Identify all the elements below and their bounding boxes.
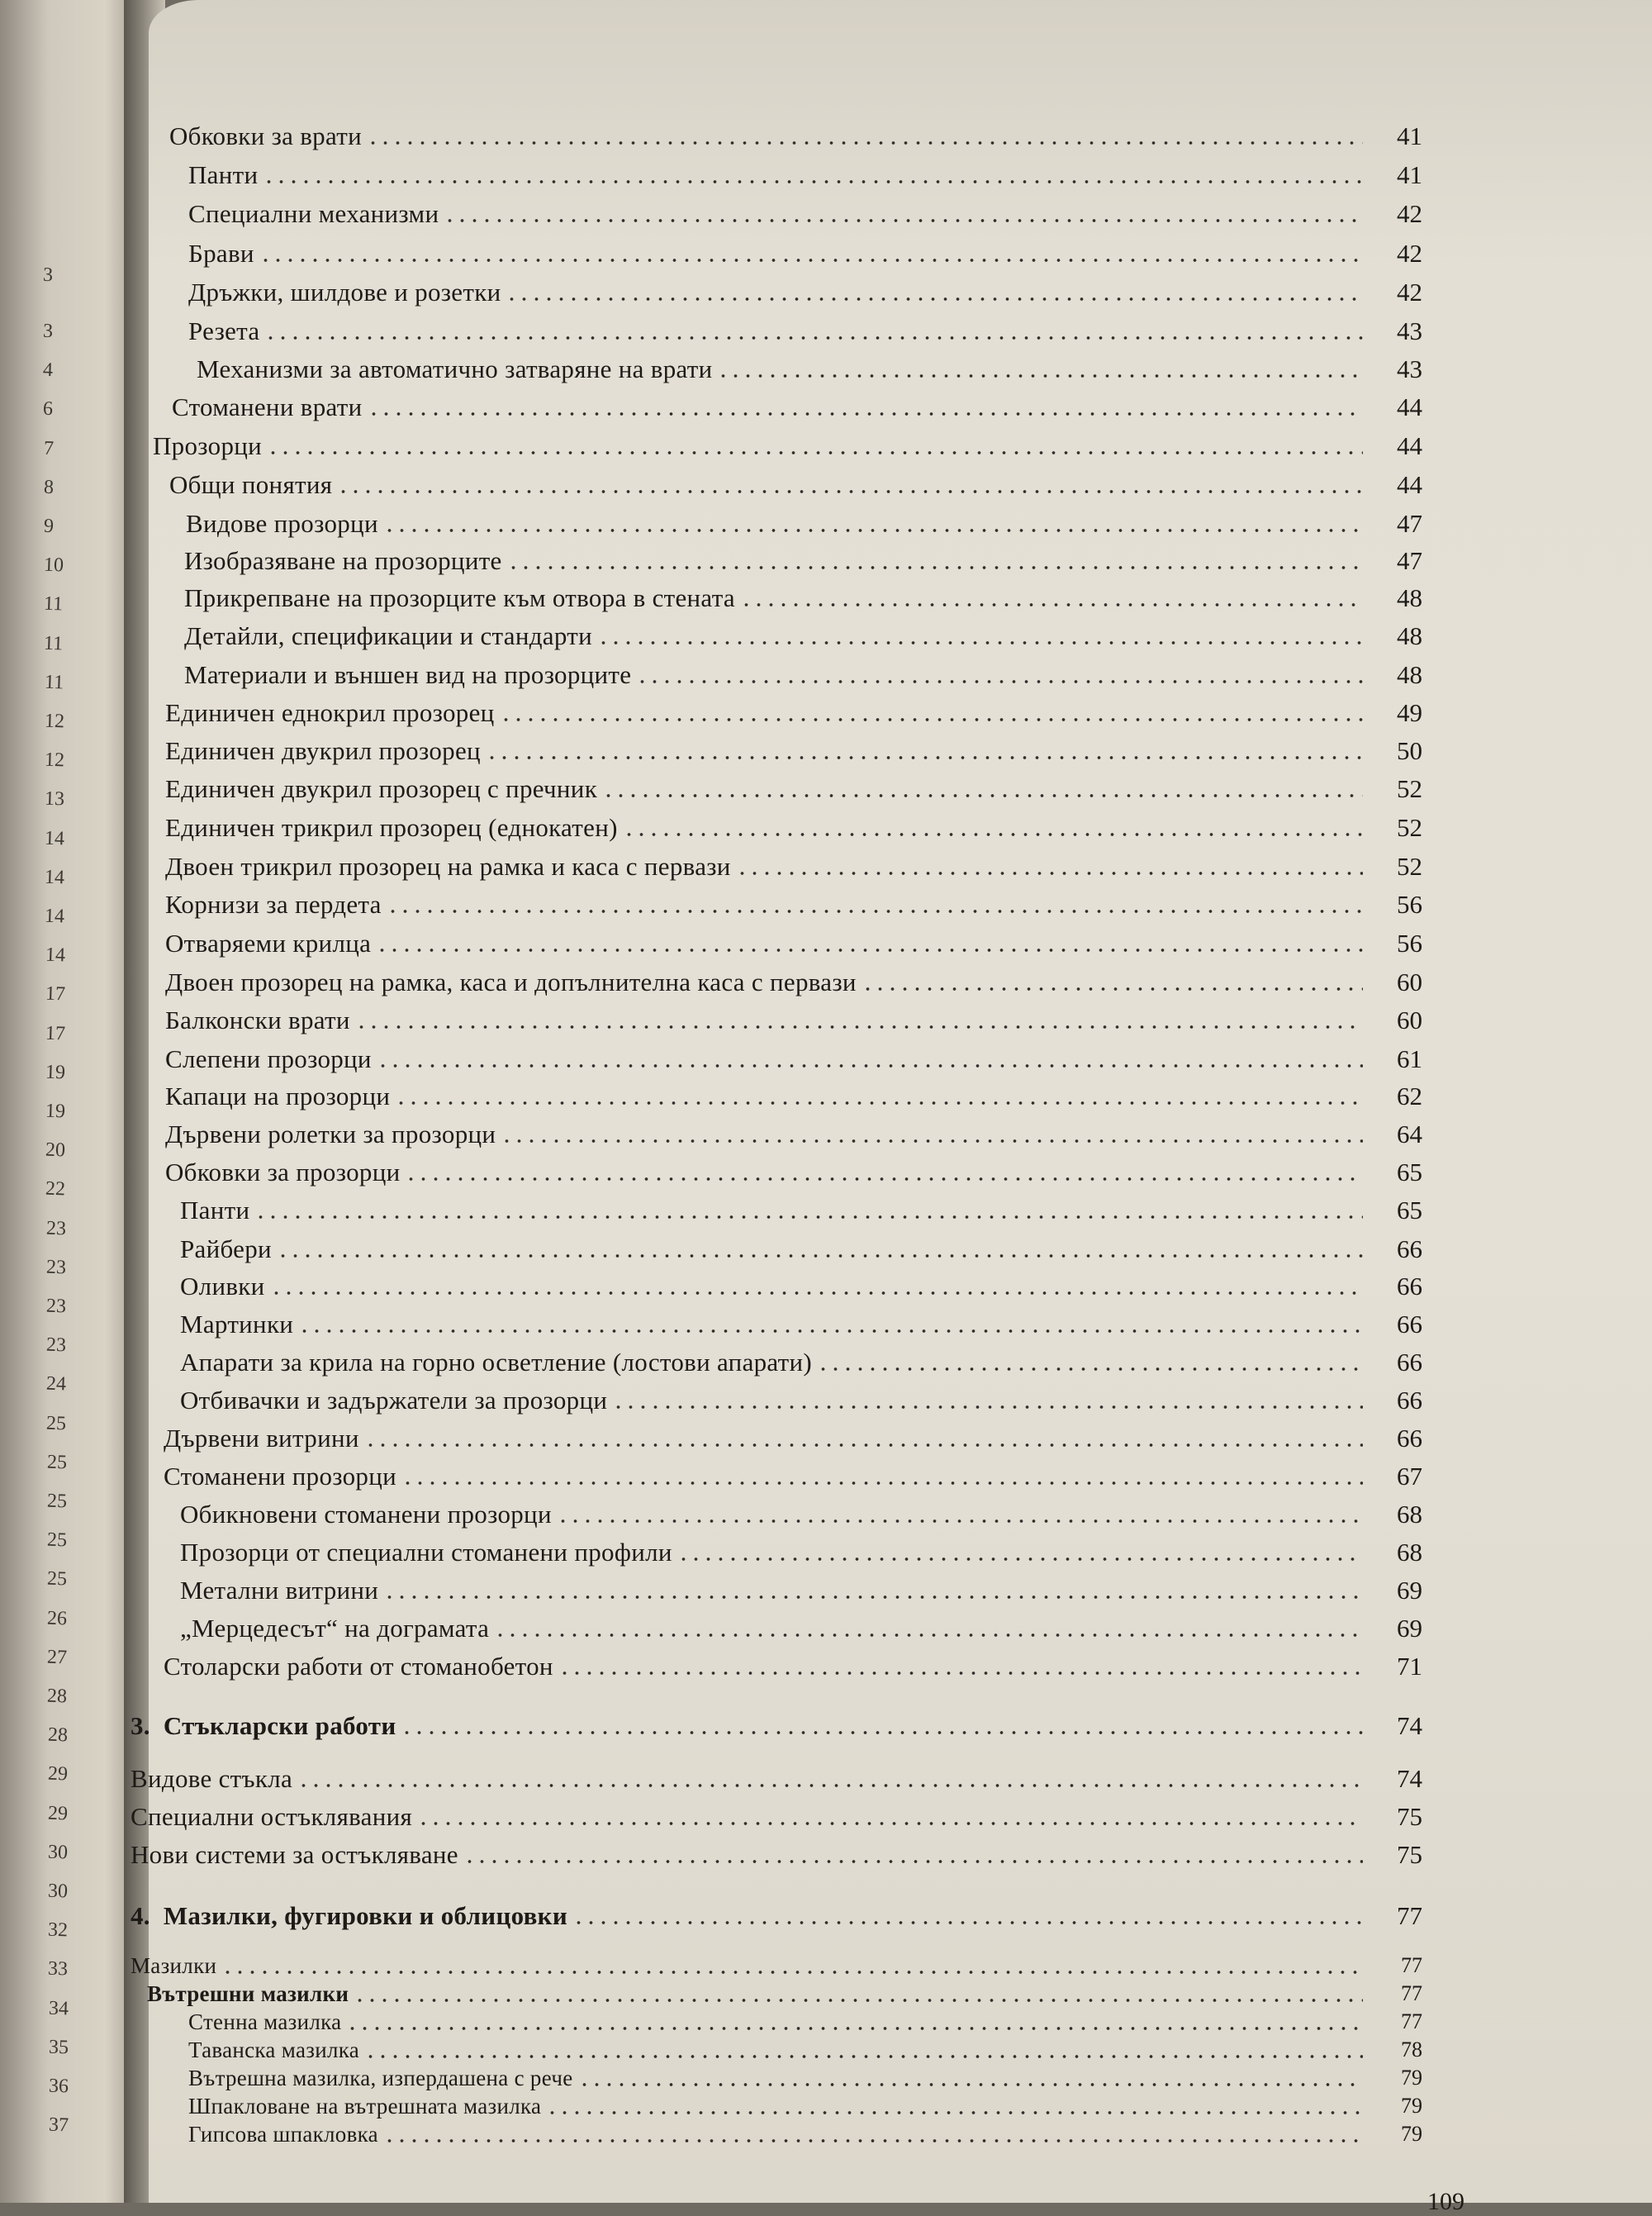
toc-entry-page-number: 74 [1397,1764,1422,1793]
left-page-number: 17 [45,982,66,1006]
toc-entry [164,1416,1422,1453]
toc-entry [165,1150,1422,1186]
toc-entry-text: Детайли, спецификации и стандарти [184,621,592,650]
left-page-number: 23 [45,1295,67,1318]
toc-entry-page-number: 74 [1397,1711,1422,1740]
toc-entry-page-number: 60 [1397,1006,1422,1034]
toc-entry-title [188,2120,378,2148]
toc-entry-page-number: 49 [1397,698,1422,727]
toc-entry-title [165,930,371,958]
toc-entry-title [180,1386,607,1415]
left-page-number: 22 [45,1177,66,1201]
toc-entry-page-number: 69 [1397,1614,1422,1643]
chapter-number: 3. [131,1711,150,1740]
toc-entry-title [165,1120,496,1148]
dot-leader [395,1101,1363,1105]
toc-entry-title [131,1712,396,1740]
left-page-number: 23 [45,1334,67,1357]
toc-entry-page-number: 61 [1397,1044,1422,1073]
dot-leader [558,1672,1363,1675]
toc-entry-text: Капаци на прозорци [165,1082,391,1110]
toc-entry-title [165,853,731,881]
toc-entry [180,1530,1422,1567]
dot-leader [623,833,1363,836]
left-page-number: 24 [45,1372,67,1396]
toc-entry [165,767,1422,803]
dot-leader [740,603,1363,606]
dot-leader [717,374,1363,378]
toc-entry [180,1568,1422,1605]
dot-leader [383,2139,1363,2142]
toc-entry-title [180,1196,249,1225]
toc-entry [180,1227,1422,1263]
toc-entry-text: Единичен двукрил прозорец [165,736,481,765]
dot-leader [612,1405,1363,1409]
toc-entry-text: Нови системи за остъкляване [131,1840,458,1869]
toc-entry-page-number: 79 [1401,2066,1422,2090]
dot-leader [297,1784,1363,1787]
toc-entry-text: Обковки за врати [169,121,362,150]
dot-leader [364,1443,1363,1447]
toc-entry-title [153,432,262,460]
left-page-number: 11 [43,592,64,616]
left-page-number: 25 [46,1490,68,1513]
left-page-number: 25 [45,1412,67,1435]
left-page-number: 20 [45,1139,66,1162]
toc-entry-page-number: 68 [1397,1500,1422,1529]
toc-entry [165,998,1422,1034]
toc-entry-page-number: 42 [1397,278,1422,307]
toc-entry-title [180,1348,812,1377]
toc-entry-title [180,1614,489,1643]
toc-entry-text: Двоен прозорец на рамка, каса и допълнителна каса с первази [165,968,857,996]
left-page-number: 29 [47,1762,69,1786]
toc-entry-text: Столарски работи от стоманобетон [164,1652,553,1681]
dot-leader [277,1254,1363,1258]
toc-entry-title [131,1765,292,1793]
toc-entry-text: Специални механизми [188,199,439,228]
dot-leader [263,180,1363,183]
toc-entry [180,1340,1422,1377]
toc-entry-text: Дървени ролетки за прозорци [165,1120,496,1148]
toc-entry [197,347,1422,383]
toc-entry [165,729,1422,765]
toc-entry-text: Дръжки, шилдове и розетки [188,278,501,307]
toc-entry-page-number: 47 [1397,509,1422,538]
dot-leader [298,1329,1363,1333]
toc-entry-page-number: 71 [1397,1652,1422,1681]
toc-entry-page-number: 65 [1397,1196,1422,1225]
toc-entry-title [169,471,332,499]
toc-entry-text: Специални остъклявания [131,1802,413,1831]
toc-entry-page-number: 79 [1401,2094,1422,2118]
toc-entry-text: Брави [188,239,254,268]
toc-entry [180,1302,1422,1339]
toc-entry-page-number: 64 [1397,1120,1422,1148]
toc-entry-text: Корнизи за пердета [165,890,382,919]
toc-entry-page-number: 69 [1397,1576,1422,1605]
left-page-number: 26 [46,1607,68,1630]
toc-entry-title [180,1272,265,1301]
left-page-number: 35 [48,2036,69,2059]
left-page-number: 14 [44,866,65,889]
toc-entry-page-number: 44 [1397,431,1422,460]
toc-entry-page-number: 66 [1397,1424,1422,1453]
toc-entry-text: „Мерцедесът“ на дограмата [180,1614,490,1643]
left-page-number: 8 [43,476,55,499]
left-page-number: 13 [44,787,65,811]
toc-entry [188,270,1422,307]
toc-entry-text: Прикрепване на прозорците към отвора в стената [184,583,735,612]
toc-entry-page-number: 66 [1397,1310,1422,1339]
toc-entry-page-number: 66 [1397,1386,1422,1415]
toc-entry-text: Материали и външен вид на прозорците [184,660,632,689]
toc-entry-title [165,891,382,919]
toc-entry-page-number: 66 [1397,1234,1422,1263]
toc-entry-page-number: 65 [1397,1158,1422,1186]
dot-leader [267,451,1363,454]
dot-leader [501,1139,1363,1143]
toc-entry-title [188,161,258,189]
toc-entry-title [172,393,363,421]
toc-entry-text: Панти [180,1196,250,1225]
toc-entry-page-number: 52 [1397,774,1422,803]
left-page-number: 10 [43,554,64,577]
dot-leader [254,1215,1363,1219]
toc-entry-text: Стоманени прозорци [164,1462,396,1491]
dot-leader [506,297,1363,301]
toc-entry-text: Двоен трикрил прозорец на рамка и каса с первази [165,852,731,881]
left-page-number: 9 [43,515,55,538]
toc-entry-title [165,1045,372,1073]
toc-entry-text: Панти [188,160,259,189]
toc-entry-page-number: 79 [1401,2122,1422,2146]
toc-entry [180,1492,1422,1529]
toc-entry-text: Дървени витрини [164,1424,359,1453]
toc-entry-text: Обковки за прозорци [165,1158,401,1186]
left-page-number: 25 [46,1451,68,1474]
toc-entry-page-number: 77 [1397,1901,1422,1930]
toc-entry-page-number: 44 [1397,392,1422,421]
toc-entry-page-number: 75 [1397,1840,1422,1869]
toc-entry-page-number: 48 [1397,583,1422,612]
toc-entry-page-number: 68 [1397,1538,1422,1567]
toc-entry-text: Общи понятия [169,470,333,499]
toc-entry-page-number: 48 [1397,660,1422,689]
left-page-number: 11 [44,671,64,694]
dot-leader [417,1822,1363,1825]
toc-entry [186,502,1422,538]
left-page-number: 29 [47,1802,69,1825]
left-page-number: 30 [47,1880,69,1903]
toc-entry [165,844,1422,881]
toc-entry-text: Балконски врати [165,1006,350,1034]
toc-entry [165,1112,1422,1148]
toc-entry-page-number: 56 [1397,890,1422,919]
toc-entry-page-number: 48 [1397,621,1422,650]
toc-entry-title [164,1652,553,1681]
left-page-number: 27 [46,1646,68,1669]
toc-entry-text: Механизми за автоматично затваряне на врати [197,354,713,383]
toc-entry-page-number: 42 [1397,239,1422,268]
toc-entry-text: Слепени прозорци [165,1044,372,1073]
left-page-number: 19 [45,1061,66,1084]
toc-entry-title [165,1158,400,1186]
toc-entry-text: Метални витрини [180,1576,379,1605]
toc-entry-title [186,510,378,538]
toc-entry-title [188,200,439,228]
toc-entry-title [164,1424,359,1453]
toc-entry [188,309,1422,345]
toc-entry-text: Стъкларски работи [163,1711,396,1740]
left-page-number: 6 [42,397,54,421]
toc-entry-text: Гипсова шпакловка [188,2122,378,2147]
left-page-number: 3 [42,320,54,343]
left-page-number: 34 [48,1997,69,2020]
chapter-number: 4. [131,1901,150,1930]
toc-entry-text: Видове прозорци [186,509,378,538]
toc-entry [164,1454,1422,1491]
toc-entry-text: Единичен еднокрил прозорец [165,698,495,727]
toc-entry-page-number: 77 [1401,1981,1422,2005]
dot-leader [270,1291,1363,1295]
toc-entry-text: Таванска мазилка [188,2038,360,2062]
toc-entry-title [164,1462,396,1491]
left-page-number: 19 [45,1100,66,1123]
toc-entry-page-number: 67 [1397,1462,1422,1491]
dot-leader [817,1367,1363,1371]
dot-leader [376,949,1363,952]
toc-entry [184,576,1422,612]
toc-entry-page-number: 42 [1397,199,1422,228]
toc-entry-page-number: 56 [1397,929,1422,958]
toc-entry [188,231,1422,268]
left-page-number: 36 [48,2075,69,2098]
dot-leader [383,529,1363,532]
left-page-number: 7 [43,437,55,460]
toc-entry-page-number: 44 [1397,470,1422,499]
left-page-number: 37 [48,2114,69,2137]
dot-leader [597,641,1363,644]
left-page-number: 23 [45,1256,67,1279]
left-page-number: 25 [46,1529,68,1552]
left-page-number: 11 [43,632,64,655]
toc-entry-title [131,1841,458,1869]
toc-entry-text: Единичен трикрил прозорец (еднокатен) [165,813,618,842]
toc-entry-text: Видове стъкла [131,1764,293,1793]
dot-leader [387,910,1363,913]
toc-entry-text: Стенна мазилка [188,2009,342,2034]
left-page-number: 33 [47,1957,69,1981]
toc-entry-title [131,1803,412,1831]
dot-leader [572,1921,1363,1924]
dot-leader [377,1064,1363,1068]
toc-entry-title [184,547,502,575]
toc-entry [172,385,1422,421]
toc-entry-title [184,584,735,612]
toc-entry-text: Оливки [180,1272,265,1301]
toc-entry-text: Отбивачки и задържатели за прозорци [180,1386,608,1415]
dot-leader [677,1557,1363,1561]
toc-entry [184,614,1422,650]
toc-entry-title [180,1235,272,1263]
toc-entry-page-number: 77 [1401,2009,1422,2033]
toc-entry [165,806,1422,842]
toc-entry-title [169,122,362,150]
left-page-number: 32 [47,1919,69,1942]
toc-entry-title [184,622,592,650]
left-page-number: 12 [44,710,65,733]
dot-leader [444,219,1363,222]
page-folio: 109 [1427,2188,1464,2215]
toc-entry [184,539,1422,575]
toc-entry [184,653,1422,689]
toc-entry [188,2112,1422,2148]
toc-entry-title [131,1902,567,1930]
toc-entry-title [165,968,857,996]
toc-entry [169,463,1422,499]
dot-leader [355,1025,1363,1029]
toc-entry-title [165,814,618,842]
dot-leader [602,794,1363,797]
dot-leader [383,1595,1363,1599]
toc-entry-text: Резета [188,316,260,345]
toc-entry [131,1833,1422,1869]
toc-entry-title [184,661,631,689]
toc-entry [180,1606,1422,1643]
toc-entry-text: Вътрешна мазилка, изпердашена с рече [188,2066,573,2090]
toc-entry-page-number: 66 [1397,1272,1422,1301]
left-page-number: 14 [44,827,65,850]
dot-leader [368,412,1364,416]
toc-entry [188,192,1422,228]
dot-leader [500,718,1363,721]
toc-entry-page-number: 41 [1397,160,1422,189]
toc-entry [131,1757,1422,1793]
toc-entry-page-number: 52 [1397,813,1422,842]
toc-entry [180,1188,1422,1225]
toc-entry [165,1074,1422,1110]
dot-leader [736,872,1363,875]
toc-entry-text: Вътрешни мазилки [147,1981,349,2006]
left-page-number: 30 [47,1841,69,1864]
toc-entry [165,960,1422,996]
dot-leader [486,756,1363,759]
toc-entry [180,1264,1422,1301]
toc-entry-text: Мазилки [131,1953,217,1978]
toc-entry-page-number: 43 [1397,354,1422,383]
toc-entry-text: Обикновени стоманени прозорци [180,1500,552,1529]
toc-entry [164,1644,1422,1681]
dot-leader [337,490,1363,493]
left-page-number: 28 [47,1724,69,1747]
dot-leader [463,1860,1363,1863]
toc-entry-text: Прозорци [153,431,263,460]
toc-entry [165,921,1422,958]
dot-leader [636,680,1363,683]
dot-leader [367,141,1363,145]
toc-entry-title [165,1006,350,1034]
dot-leader [862,987,1363,991]
toc-entry-title [180,1576,378,1605]
toc-entry-text: Мазилки, фугировки и облицовки [163,1901,567,1930]
toc-entry [131,1894,1422,1930]
toc-entry-text: Изобразяване на прозорците [184,546,502,575]
toc-entry-title [165,699,495,727]
left-page-number: 25 [46,1567,68,1591]
toc-entry-page-number: 77 [1401,1953,1422,1977]
toc-entry [165,1037,1422,1073]
dot-leader [259,259,1363,262]
toc-entry-page-number: 47 [1397,546,1422,575]
toc-entry [153,424,1422,460]
toc-entry [131,1795,1422,1831]
toc-entry-text: Шпакловане на вътрешната мазилка [188,2094,542,2119]
toc-entry-text: Единичен двукрил прозорец с пречник [165,774,598,803]
toc-entry-title [165,737,481,765]
toc-entry [188,153,1422,189]
toc-entry-title [188,240,254,268]
toc-entry-title [180,1538,672,1567]
toc-entry-page-number: 50 [1397,736,1422,765]
dot-leader [507,566,1363,569]
left-page-number: 4 [42,359,54,382]
left-page-number: 14 [44,905,65,928]
toc-entry-page-number: 75 [1397,1802,1422,1831]
toc-entry-text: Райбери [180,1234,272,1263]
toc-entry-title [188,317,259,345]
toc-entry-title [180,1310,293,1339]
toc-entry [131,1704,1422,1740]
toc-entry-page-number: 52 [1397,852,1422,881]
left-page-number: 3 [42,264,54,287]
left-page-number: 14 [45,944,66,967]
toc-entry-text: Мартинки [180,1310,294,1339]
toc-entry-text: Отваряеми крилца [165,929,372,958]
toc-entry-page-number: 66 [1397,1348,1422,1377]
dot-leader [557,1519,1363,1523]
toc-entry [165,882,1422,919]
toc-entry-page-number: 78 [1401,2038,1422,2061]
toc-entry-page-number: 62 [1397,1082,1422,1110]
toc-entry-page-number: 60 [1397,968,1422,996]
toc-entry-text: Стоманени врати [172,392,363,421]
toc-entry [180,1378,1422,1415]
toc-entry-title [197,355,712,383]
toc-entry-title [165,1082,390,1110]
dot-leader [494,1633,1363,1637]
toc-entry-text: Апарати за крила на горно осветление (лостови апарати) [180,1348,813,1377]
toc-entry [169,114,1422,150]
left-page-number: 12 [44,749,65,772]
toc-entry [165,691,1422,727]
toc-entry-title [188,278,501,307]
toc-entry-title [165,775,597,803]
dot-leader [264,336,1363,340]
left-page-number: 23 [45,1217,67,1240]
dot-leader [401,1481,1363,1485]
toc-entry-text: Прозорци от специални стоманени профили [180,1538,672,1567]
toc-entry-page-number: 43 [1397,316,1422,345]
dot-leader [401,1731,1363,1734]
dot-leader [405,1177,1363,1181]
left-page-number: 28 [46,1685,68,1708]
toc-entry-title [180,1500,552,1529]
left-page-number: 17 [45,1022,66,1045]
toc-entry-page-number: 41 [1397,121,1422,150]
